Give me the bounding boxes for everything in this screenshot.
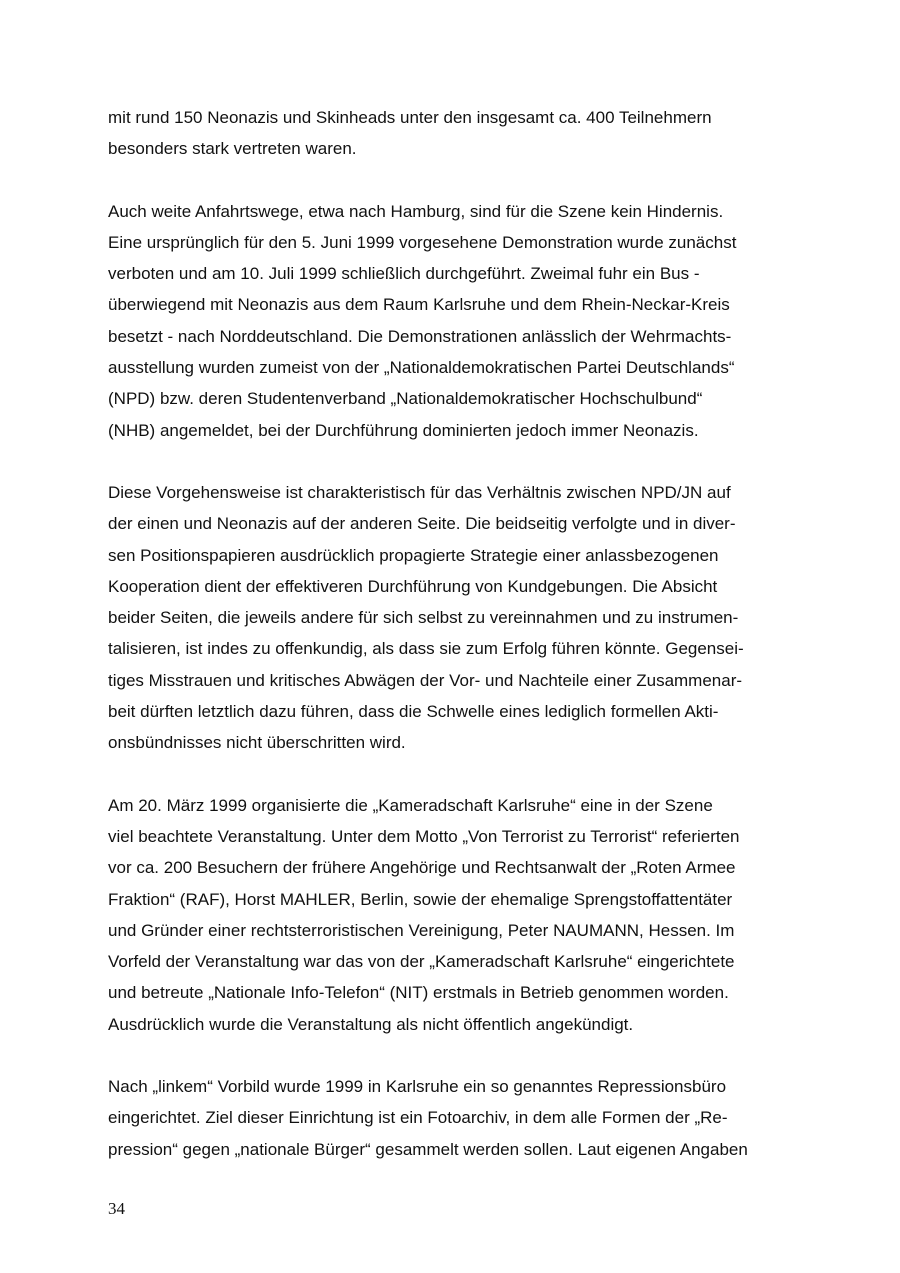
text-segment: beit dürften letztlich dazu führen, dass die Schwelle eines lediglich formellen Akti-: [108, 702, 719, 722]
paragraph: [108, 477, 794, 759]
text-line: [108, 696, 794, 727]
text-line: [108, 727, 794, 758]
text-line: [108, 633, 794, 664]
bold-text: „Kameradschaft Karlsruhe“: [372, 795, 576, 815]
text-segment: Nach „linkem“ Vorbild wurde 1999 in: [108, 1077, 386, 1097]
text-line: [108, 571, 794, 602]
text-line: [108, 852, 794, 883]
text-segment: tiges Misstrauen und kritisches Abwägen der Vor- und Nachteile einer Zusammenar-: [108, 670, 743, 690]
text-segment: und dem: [505, 295, 582, 315]
text-line: [108, 289, 794, 320]
text-segment: der einen und Neonazis auf der anderen Seite. Die beidseitig verfolgte und in diver-: [108, 514, 736, 534]
text-segment: Kooperation dient der effektiveren Durchführung von Kundgebungen. Die Absicht: [108, 576, 718, 596]
bold-text: Rhein-Neckar-Kreis: [581, 295, 730, 315]
paragraph: [108, 790, 794, 1040]
text-line: [108, 665, 794, 696]
text-segment: Ausdrücklich wurde die Veranstaltung als nicht öffentlich angekündigt.: [108, 1014, 634, 1034]
text-line: [108, 258, 794, 289]
text-line: [108, 352, 794, 383]
text-segment: mit rund 150 Neonazis und Skinheads unter den insgesamt ca. 400 Teilnehmern: [108, 108, 712, 127]
text-segment: talisieren, ist indes zu offenkundig, als dass sie zum Erfolg führen könnte. Gegensei-: [108, 639, 744, 659]
bold-text: Karlsruhe: [385, 1077, 459, 1097]
text-line: [108, 102, 794, 133]
text-segment: Am 20. März 1999 organisierte die: [108, 795, 373, 815]
page-number: 34: [108, 1199, 125, 1218]
text-segment: viel beachtete Veranstaltung. Unter dem Motto „Von Terrorist zu Terrorist“ referierten: [108, 826, 740, 846]
text-segment: besonders stark vertreten waren.: [108, 139, 357, 159]
text-line: [108, 227, 794, 258]
text-segment: und betreute „Nationale Info-Telefon“ (NIT) erstmals in Betrieb genommen worden.: [108, 983, 729, 1003]
text-line: [108, 540, 794, 571]
text-line: [108, 1102, 794, 1133]
text-segment: vor ca. 200 Besuchern der frühere Angehörige und Rechtsanwalt der „Roten Armee: [108, 858, 736, 878]
text-segment: überwiegend mit Neonazis aus dem Raum: [108, 295, 434, 315]
text-segment: Eine ursprünglich für den 5. Juni 1999 vorgesehene Demonstration wurde zunächst: [108, 232, 737, 252]
text-line: [108, 821, 794, 852]
text-segment: beider Seiten, die jeweils andere für sich selbst zu vereinnahmen und zu instrumen-: [108, 608, 739, 628]
text-segment: besetzt - nach Norddeutschland. Die Demonstrationen anlässlich der Wehrmachts-: [108, 326, 732, 346]
text-line: [108, 1009, 794, 1040]
text-segment: verboten und am 10. Juli 1999 schließlich durchgeführt. Zweimal fuhr ein Bus -: [108, 264, 700, 284]
paragraph: [108, 102, 794, 165]
document-body: [108, 102, 794, 1196]
text-segment: pression“ gegen „nationale Bürger“ gesammelt werden sollen. Laut eigenen Angaben: [108, 1139, 748, 1159]
text-line: [108, 915, 794, 946]
text-segment: Vorfeld der Veranstaltung war das von der „Kameradschaft Karlsruhe“ eingerichtete: [108, 952, 735, 972]
text-line: [108, 383, 794, 414]
text-segment: ausstellung wurden zumeist von der „Nationaldemokratischen Partei Deutschlands“: [108, 358, 735, 378]
paragraph: [108, 1071, 794, 1165]
text-segment: onsbündnisses nicht überschritten wird.: [108, 733, 406, 753]
text-line: [108, 196, 794, 227]
text-segment: Diese Vorgehensweise ist charakteristisch für das Verhältnis zwischen NPD/JN auf: [108, 482, 731, 502]
text-line: [108, 415, 794, 446]
bold-text: Karlsruhe: [433, 295, 506, 315]
text-segment: und Gründer einer rechtsterroristischen Vereinigung, Peter NAUMANN, Hessen. Im: [108, 920, 735, 940]
text-segment: Auch weite Anfahrtswege, etwa nach Hamburg, sind für die Szene kein Hindernis.: [108, 201, 724, 221]
text-line: [108, 790, 794, 821]
text-segment: (NPD) bzw. deren Studentenverband „Nationaldemokratischer Hochschulbund“: [108, 389, 703, 409]
text-segment: Fraktion“ (RAF), Horst MAHLER, Berlin, sowie der ehemalige Sprengstoffattentäter: [108, 889, 733, 909]
text-line: [108, 977, 794, 1008]
paragraph: [108, 196, 794, 446]
text-segment: eine in der Szene: [575, 795, 713, 815]
text-line: [108, 602, 794, 633]
text-line: [108, 133, 794, 164]
text-line: [108, 1134, 794, 1165]
text-segment: eingerichtet. Ziel dieser Einrichtung ist ein Fotoarchiv, in dem alle Formen der „Re-: [108, 1108, 728, 1128]
text-line: [108, 477, 794, 508]
text-line: [108, 321, 794, 352]
text-segment: (NHB) angemeldet, bei der Durchführung dominierten jedoch immer Neonazis.: [108, 420, 699, 440]
text-segment: sen Positionspapieren ausdrücklich propagierte Strategie einer anlassbezogenen: [108, 545, 719, 565]
text-segment: ein so genanntes Repressionsbüro: [458, 1077, 727, 1097]
text-line: [108, 884, 794, 915]
text-line: [108, 1071, 794, 1102]
text-line: [108, 946, 794, 977]
text-line: [108, 508, 794, 539]
